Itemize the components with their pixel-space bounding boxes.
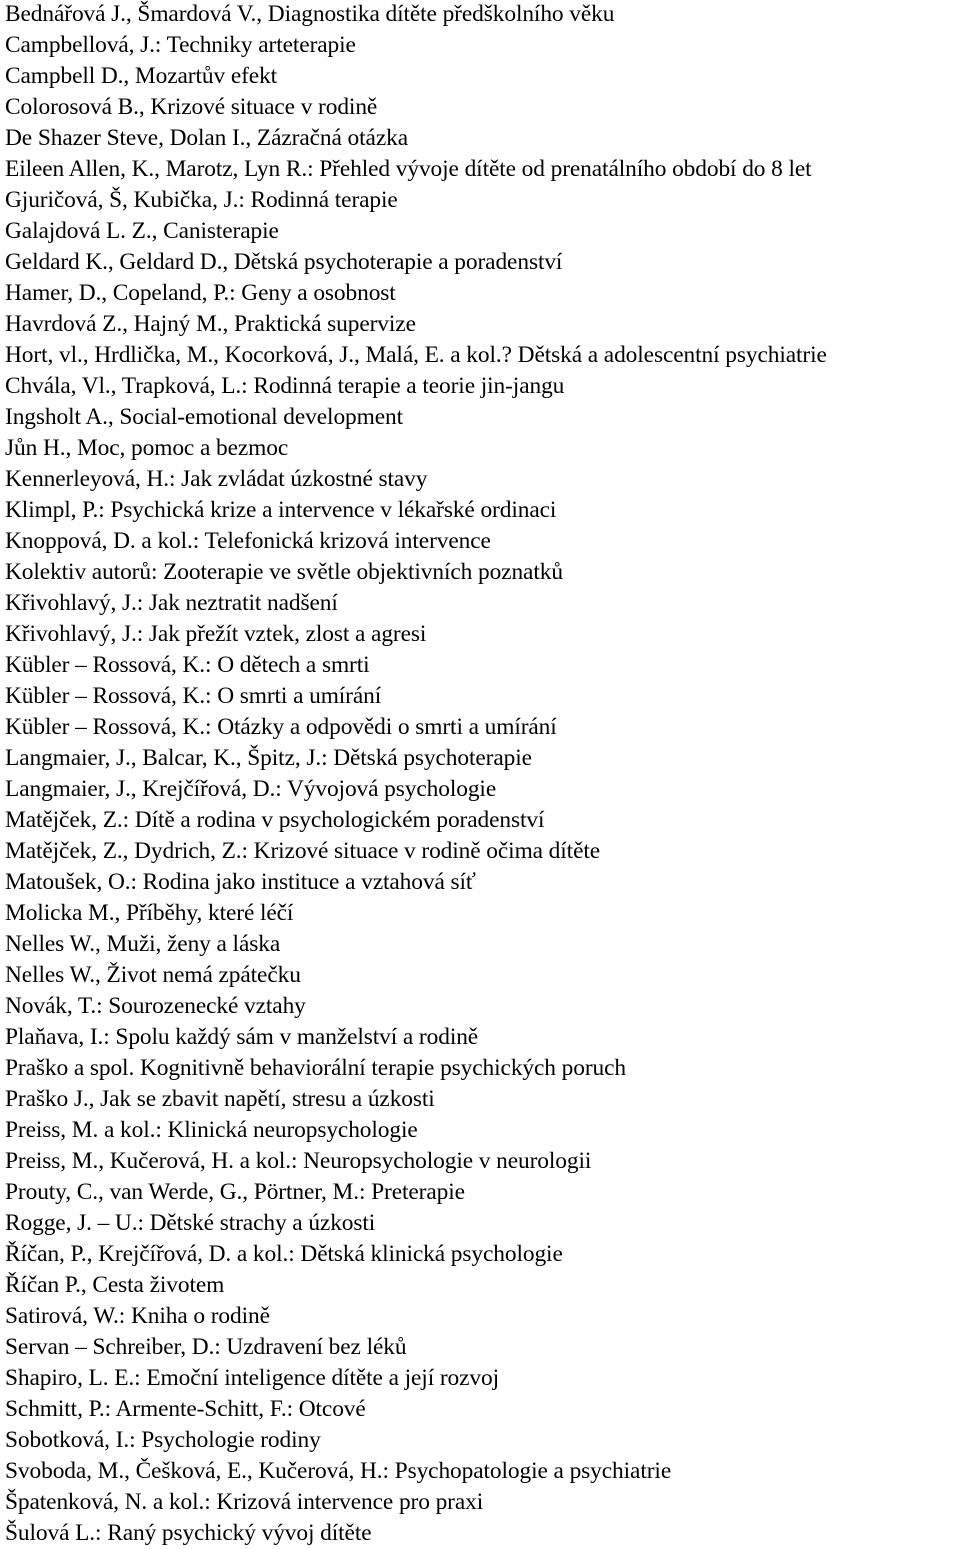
bibliography-entry: Satirová, W.: Kniha o rodině: [5, 1303, 270, 1329]
bibliography-entry: Matoušek, O.: Rodina jako instituce a vztahová síť: [5, 869, 476, 895]
bibliography-entry: Praško a spol. Kognitivně behaviorální terapie psychických poruch: [5, 1055, 626, 1081]
bibliography-entry: Nelles W., Muži, ženy a láska: [5, 931, 281, 957]
bibliography-entry: Preiss, M. a kol.: Klinická neuropsychologie: [5, 1117, 418, 1143]
bibliography-entry: Nelles W., Život nemá zpátečku: [5, 962, 301, 988]
bibliography-entry: Gjuričová, Š, Kubička, J.: Rodinná terapie: [5, 187, 398, 213]
bibliography-entry: Plaňava, I.: Spolu každý sám v manželství a rodině: [5, 1024, 479, 1050]
bibliography-entry: Rogge, J. – U.: Dětské strachy a úzkosti: [5, 1210, 376, 1236]
bibliography-entry: Šulová L.: Raný psychický vývoj dítěte: [5, 1520, 372, 1546]
bibliography-entry: Havrdová Z., Hajný M., Praktická supervize: [5, 311, 416, 337]
bibliography-entry: Colorosová B., Krizové situace v rodině: [5, 94, 378, 120]
bibliography-entry: Preiss, M., Kučerová, H. a kol.: Neuropsychologie v neurologii: [5, 1148, 592, 1174]
bibliography-entry: Schmitt, P.: Armente-Schitt, F.: Otcové: [5, 1396, 366, 1422]
bibliography-entry: Shapiro, L. E.: Emoční inteligence dítěte a její rozvoj: [5, 1365, 499, 1391]
bibliography-entry: Molicka M., Příběhy, které léčí: [5, 900, 294, 926]
bibliography-entry: Campbell D., Mozartův efekt: [5, 63, 278, 89]
bibliography-entry: Křivohlavý, J.: Jak neztratit nadšení: [5, 590, 338, 616]
bibliography-entry: Hort, vl., Hrdlička, M., Kocorková, J., Malá, E. a kol.? Dětská a adolescentní psychiatrie: [5, 342, 827, 368]
bibliography-entry: Bednářová J., Šmardová V., Diagnostika dítěte předškolního věku: [5, 1, 615, 27]
bibliography-entry: Klimpl, P.: Psychická krize a intervence v lékařské ordinaci: [5, 497, 557, 523]
bibliography-entry: Kübler – Rossová, K.: O dětech a smrti: [5, 652, 370, 678]
bibliography-entry: Matějček, Z.: Dítě a rodina v psychologickém poradenství: [5, 807, 545, 833]
bibliography-entry: Geldard K., Geldard D., Dětská psychoterapie a poradenství: [5, 249, 563, 275]
bibliography-entry: Říčan, P., Krejčířová, D. a kol.: Dětská klinická psychologie: [5, 1241, 563, 1267]
bibliography-entry: Kennerleyová, H.: Jak zvládat úzkostné stavy: [5, 466, 428, 492]
bibliography-entry: Matějček, Z., Dydrich, Z.: Krizové situace v rodině očima dítěte: [5, 838, 601, 864]
bibliography-entry: Špatenková, N. a kol.: Krizová intervence pro praxi: [5, 1489, 484, 1515]
bibliography-entry: Knoppová, D. a kol.: Telefonická krizová intervence: [5, 528, 491, 554]
bibliography-entry: Sobotková, I.: Psychologie rodiny: [5, 1427, 321, 1453]
bibliography-entry: Křivohlavý, J.: Jak přežít vztek, zlost a agresi: [5, 621, 427, 647]
bibliography-entry: Kolektiv autorů: Zooterapie ve světle objektivních poznatků: [5, 559, 563, 585]
bibliography-entry: Praško J., Jak se zbavit napětí, stresu a úzkosti: [5, 1086, 435, 1112]
bibliography-entry: Servan – Schreiber, D.: Uzdravení bez léků: [5, 1334, 407, 1360]
bibliography-entry: Říčan P., Cesta životem: [5, 1272, 225, 1298]
bibliography-entry: Hamer, D., Copeland, P.: Geny a osobnost: [5, 280, 396, 306]
bibliography-entry: Kübler – Rossová, K.: Otázky a odpovědi o smrti a umírání: [5, 714, 557, 740]
bibliography-entry: Galajdová L. Z., Canisterapie: [5, 218, 279, 244]
bibliography-entry: Prouty, C., van Werde, G., Pörtner, M.: Preterapie: [5, 1179, 465, 1205]
bibliography-entry: Svoboda, M., Češková, E., Kučerová, H.: Psychopatologie a psychiatrie: [5, 1458, 672, 1484]
bibliography-entry: De Shazer Steve, Dolan I., Zázračná otázka: [5, 125, 408, 151]
bibliography-entry: Eileen Allen, K., Marotz, Lyn R.: Přehled vývoje dítěte od prenatálního období do 8 let: [5, 156, 812, 182]
bibliography-entry: Ingsholt A., Social-emotional development: [5, 404, 404, 430]
bibliography-entry: Novák, T.: Sourozenecké vztahy: [5, 993, 306, 1019]
bibliography-entry: Langmaier, J., Balcar, K., Špitz, J.: Dětská psychoterapie: [5, 745, 532, 771]
bibliography-entry: Langmaier, J., Krejčířová, D.: Vývojová psychologie: [5, 776, 497, 802]
bibliography-entry: Jůn H., Moc, pomoc a bezmoc: [5, 435, 289, 461]
bibliography-entry: Campbellová, J.: Techniky arteterapie: [5, 32, 356, 58]
bibliography-entry: Chvála, Vl., Trapková, L.: Rodinná terapie a teorie jin-jangu: [5, 373, 565, 399]
bibliography-entry: Kübler – Rossová, K.: O smrti a umírání: [5, 683, 382, 709]
